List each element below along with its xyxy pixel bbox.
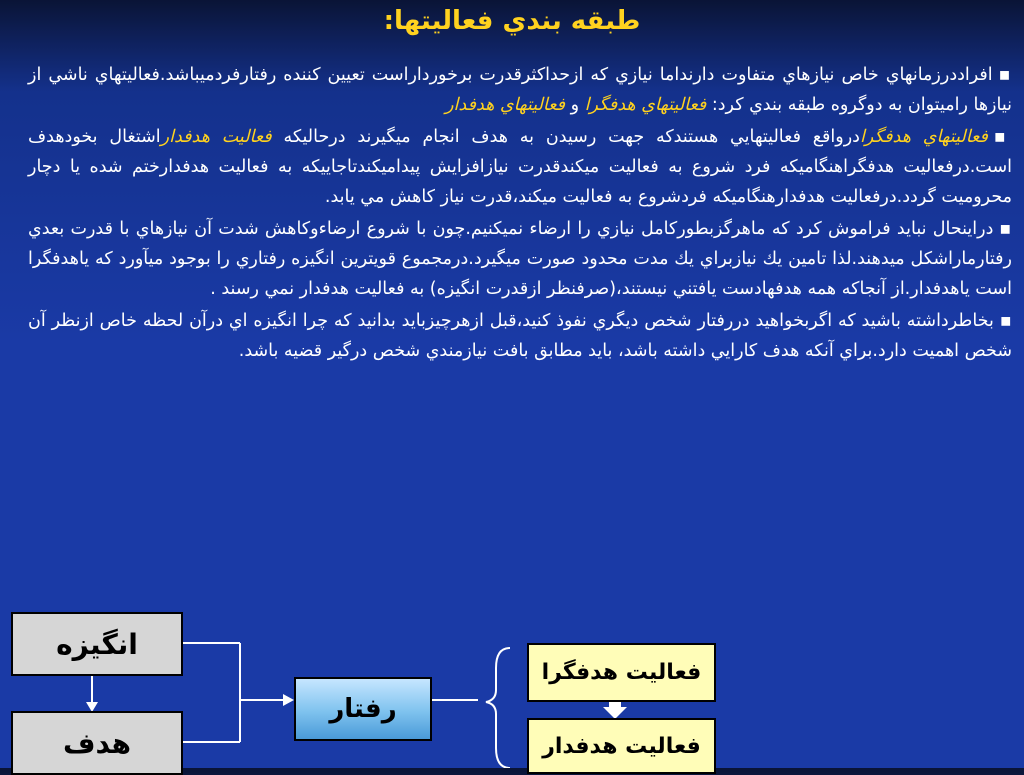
brace-icon (486, 648, 510, 768)
paragraph-1-text: افراددرزمانهاي خاص نيازهاي متفاوت دارنداما نيازي كه ازحداكثرقدرت برخورداراست تعيين كننده رفتارفردميباشد.فعاليتهاي ناشي از نيازها راميتوان به دوگروه طبقه بندي كرد: (28, 65, 1012, 115)
bullet-icon: ▪ (998, 65, 1012, 85)
bullet-icon: ▪ (999, 311, 1012, 331)
slide-title: طبقه بندي فعاليتها: (383, 6, 641, 36)
term-goal-activity: فعاليت هدفدار (160, 127, 272, 147)
arrowhead-icon (283, 694, 294, 706)
goal-activity-box: فعاليت هدفدار (527, 718, 716, 774)
goal-directed-activity-box: فعاليت هدفگرا (527, 643, 716, 702)
conjunction: و (565, 95, 585, 115)
term-goal-directed: فعاليتهاي هدفگرا (859, 127, 988, 147)
term-goal-activity: فعاليتهاي هدفدار (445, 95, 566, 115)
motive-box: انگيزه (11, 612, 183, 676)
paragraph-2-text-a: درواقع فعاليتهايي هستندكه جهت رسيدن به هدف انجام ميگيرند درحاليكه (271, 127, 860, 147)
behavior-box: رفتار (294, 677, 432, 741)
goal-box: هدف (11, 711, 183, 775)
bullet-icon: ▪ (993, 127, 1012, 147)
paragraph-4-text: بخاطرداشته باشيد كه اگربخواهيد دررفتار شخص ديگري نفوذ كنيد،قبل ازهرچيزبايد بدانيد كه چرا انگيزه اي درآن لحظه خاص ازنظر آن شخص اهميت دارد.براي آنكه هدف كارايي داشته باشد، بايد مطابق بافت نيازمندي شخص درگير قضيه باشد. (28, 311, 1012, 361)
paragraph-3-text: دراينحال نبايد فراموش كرد كه ماهرگزبطوركامل نيازي را ارضاء نميكنيم.چون با شروع ارضاءوكاهش شدت آن نيازهاي با قدرت بعدي رفتارماراشكل ميدهند.لذا تامين يك نيازبراي يك مدت محدود صورت ميگيرد.درمجموع قويترين انگيزه رفتاري را بوجود ميآورد كه ياهدفگرا است ياهدفدار.از آنجاكه همه هدفهادست يافتني نيستند،(صرفنظر ازقدرت انگيزه) به فعاليت هدفدار نمي رسند . (28, 219, 1012, 299)
term-goal-directed: فعاليتهاي هدفگرا (584, 95, 707, 115)
paragraph-2-text-b: اشتغال بخودهدف است.درفعاليت هدفگراهنگاميكه فرد شروع به فعاليت ميكندقدرت نيازافزايش پيداميكندتاجاييكه به فعاليت هدفدارختم شده يا دچار محروميت گردد.درفعاليت هدفدارهنگاميكه فردشروع به فعاليت ميكند،قدرت نياز كاهش مي يابد. (28, 127, 1012, 207)
bullet-icon: ▪ (999, 219, 1012, 239)
